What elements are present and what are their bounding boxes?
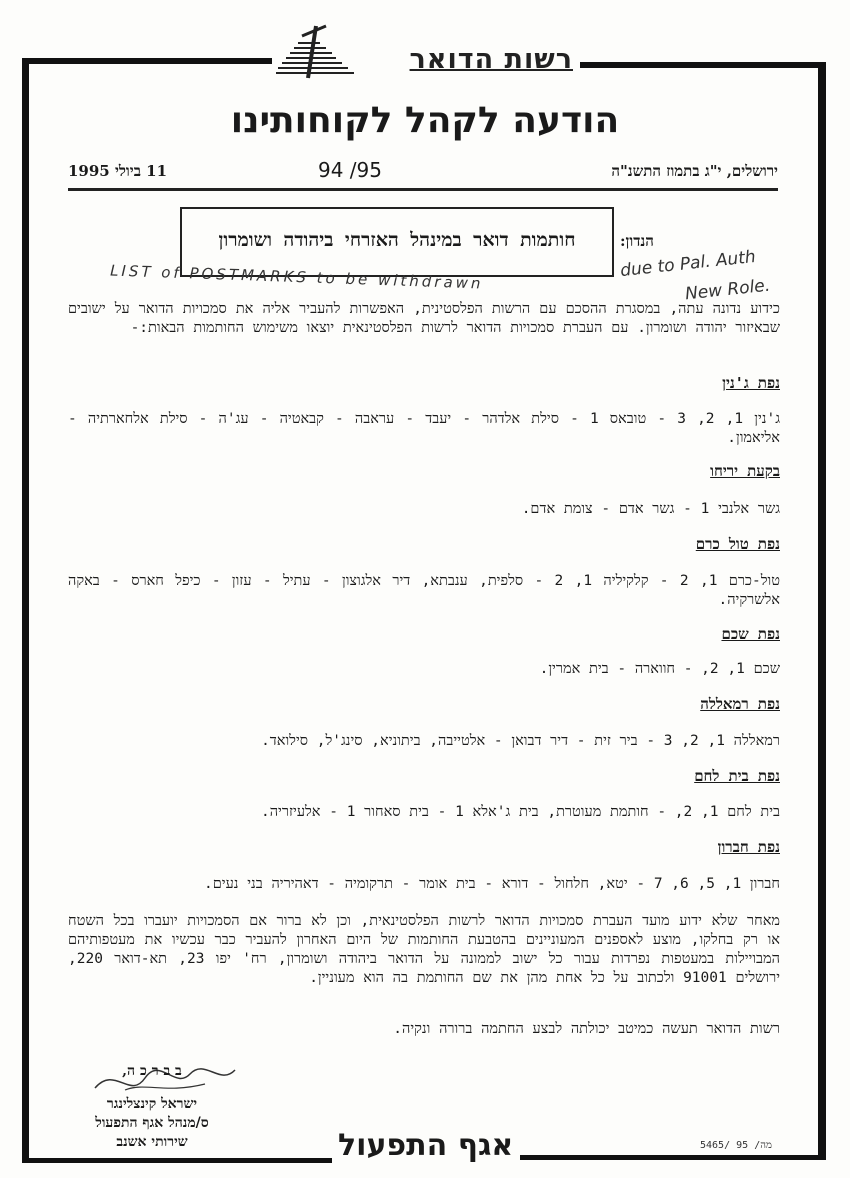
signatory-title: ס/מנהל אגף התפעול [95,1115,209,1131]
section-title: נפת שכם [721,625,780,643]
signature-block [62,1062,242,1152]
section-text: שכם 1, 2, - חווארה - בית אמרין. [539,661,780,677]
form-number: 5465/ מה/ 95 [700,1140,772,1151]
handwritten-note: LIST of POSTMARKS to be withdrawn [109,261,484,293]
date-row [68,158,778,191]
signatory-unit: שירותי אשנב [116,1134,188,1150]
notice-headline: הודעה לקהל לקוחותינו [230,100,620,141]
postal-authority-logo [268,22,573,84]
reference-number: 94 /95 [318,158,382,182]
section-title: נפת בית לחם [694,767,780,785]
postal-emblem-icon [268,22,388,84]
handwritten-note: New Role. [684,275,772,305]
page-border-top-right [580,62,826,68]
page-border-bottom-right [520,1155,826,1160]
section-text: גשר אלנבי 1 - גשר אדם - צומת אדם. [521,501,780,517]
handwritten-note: due to Pal. Auth [619,246,757,282]
section-text: חברון 1, 5, 6, 7 - יטא, חלחול - דורא - בית אומר - תרקומיה - דאהיריה בני נעים. [204,876,780,892]
signatory-name: ישראל קינצלינגר [106,1096,198,1112]
section-text: בית לחם 1, 2, - חותמת מעוטרת, בית ג'אלא 1 - בית סאחור 1 - אלעיזריה. [260,804,780,820]
section-text: ג'נין 1, 2, 3 - טובאס 1 - סילת אלדהר - יעבד - עראבה - קבאטיה - עג'ה - סילת אלחארתיה - אליאמון. [68,411,780,446]
section-title: נפת רמאללה [700,695,780,713]
page-border-bottom-left [22,1158,332,1163]
footer-department: אגף התפעול [338,1128,514,1163]
section-text: רמאללה 1, 2, 3 - ביר זית - דיר דבואן - אלטייבה, ביתוניא, סינג'ל, סילואד. [261,733,780,749]
gregorian-date: 11 ביולי 1995 [68,162,168,180]
page-border-right [818,62,826,1160]
subject-label: הנדון: [620,232,654,250]
page-border-top-left [22,58,272,64]
final-line: רשות הדואר תעשה כמיטב יכולתה לבצע החתמה ברורה ונקיה. [393,1021,780,1037]
section-title: נפת טול כרם [695,535,780,553]
section-text: טול-כרם 1, 2 - קלקיליה 1, 2 - סלפית, ענבתא, דיר אלגוצון - עתיל - עזון - כיפל חארס - באקה אלשרקיה. [68,573,781,608]
org-name: רשות הדואר [409,44,573,75]
page-border-left [22,58,29,1163]
section-title: בקעת יריחו [710,462,780,480]
signature-regards: ב ב ר כ ה, [122,1063,182,1079]
closing-paragraph: מאחר שלא ידוע מועד העברת סמכויות הדואר לרשות הפלסטינאית, וכן לא ברור אם הסמכויות יועברו בכל השטח או רק בחלקו, מוצע לאספנים המעוניינים בהטבעת החותמות של היום האחרון להעביר כבר עכשיו את מעטפותיהם המבויילות במעטפות נפרדות עבור כל ישוב לממונה על הדואר ביהודה ושומרון, רח' יפו 23, תא-דואר 220, ירושלים 91001 ולכתוב על כל אחת מהן את שם החותמת בה הוא מעוניין. [68,913,780,986]
subject-text: חותמות דואר במינהל האזרחי ביהודה ושומרון [218,229,576,251]
intro-paragraph: כידוע נדונה עתה, במסגרת ההסכם עם הרשות הפלסטינית, האפשרות להעביר אליה את סמכויות הדואר על ישובים שבאיזור יהודה ושומרון. עם העברת סמכויות הדואר לרשות הפלסטינאית יוצאו משימוש החותמות הבאות:- [68,301,780,336]
hebrew-date: ירושלים, י"ג בתמוז התשנ"ה [611,162,778,180]
section-title: נפת חברון [717,838,780,856]
section-title: נפת ג'נין [722,374,780,392]
